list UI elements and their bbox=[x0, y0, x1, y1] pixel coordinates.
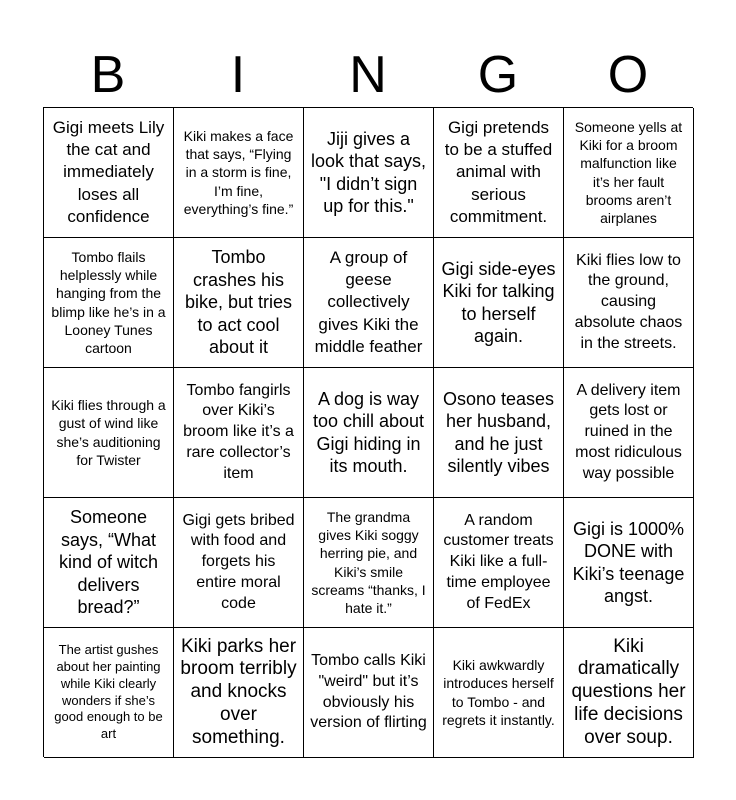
cell-text: Gigi gets bribed with food and forgets his entire moral code bbox=[182, 511, 295, 612]
cell-text: Someone says, “What kind of witch delivers bread?” bbox=[58, 507, 159, 618]
cell-text: A delivery item gets lost or ruined in the most ridiculous way possible bbox=[575, 381, 682, 482]
cell-text: A group of geese collectively gives Kiki the middle feather bbox=[314, 248, 423, 356]
header-letter-o: O bbox=[607, 46, 649, 104]
cell-text: Tombo fangirls over Kiki’s broom like it’s a rare collector’s item bbox=[183, 381, 294, 482]
bingo-cell-r4c5[interactable] bbox=[564, 498, 694, 628]
bingo-cell-r5c4[interactable] bbox=[434, 628, 564, 758]
bingo-cell-r1c2[interactable] bbox=[174, 108, 304, 238]
bingo-cell-r3c3[interactable] bbox=[304, 368, 434, 498]
header-letter-i: I bbox=[230, 46, 246, 104]
bingo-cell-r3c1[interactable] bbox=[44, 368, 174, 498]
bingo-cell-r2c1[interactable] bbox=[44, 238, 174, 368]
cell-text: Tombo flails helplessly while hanging from the blimp like he’s in a Looney Tunes cartoon bbox=[51, 248, 166, 356]
cell-text: Gigi meets Lily the cat and immediately loses all confidence bbox=[52, 118, 165, 226]
bingo-cell-r2c5[interactable] bbox=[564, 238, 694, 368]
bingo-cell-r2c2[interactable] bbox=[174, 238, 304, 368]
cell-text: Jiji gives a look that says, "I didn’t sign up for this." bbox=[310, 128, 427, 216]
bingo-cell-r4c2[interactable] bbox=[174, 498, 304, 628]
bingo-cell-r5c2[interactable] bbox=[174, 628, 304, 758]
cell-text: Tombo calls Kiki "weird" but it’s obviously his version of flirting bbox=[310, 651, 427, 732]
bingo-cell-r4c3[interactable] bbox=[304, 498, 434, 628]
cell-text: Kiki parks her broom terribly and knocks over something. bbox=[180, 635, 297, 748]
bingo-cell-r5c3[interactable] bbox=[304, 628, 434, 758]
header-letter-g: G bbox=[477, 46, 519, 104]
cell-text: A dog is way too chill about Gigi hiding in its mouth. bbox=[312, 388, 425, 476]
cell-text: Gigi side-eyes Kiki for talking to herself again. bbox=[441, 258, 556, 346]
bingo-header bbox=[43, 44, 693, 106]
cell-text: Gigi is 1000% DONE with Kiki’s teenage angst. bbox=[572, 518, 685, 606]
cell-text: Gigi pretends to be a stuffed animal with serious commitment. bbox=[444, 118, 553, 226]
cell-text: Kiki flies low to the ground, causing absolute chaos in the streets. bbox=[574, 251, 683, 352]
header-letter-b: B bbox=[90, 46, 126, 104]
bingo-cell-r4c4[interactable] bbox=[434, 498, 564, 628]
bingo-cell-r2c3[interactable] bbox=[304, 238, 434, 368]
bingo-cell-r3c2[interactable] bbox=[174, 368, 304, 498]
cell-text: Kiki makes a face that says, “Flying in a storm is fine, I’m fine, everything’s fine.” bbox=[183, 128, 294, 217]
bingo-cell-r1c3[interactable] bbox=[304, 108, 434, 238]
cell-text: Kiki awkwardly introduces herself to Tombo - and regrets it instantly. bbox=[442, 657, 555, 728]
bingo-cell-r1c1[interactable] bbox=[44, 108, 174, 238]
cell-text: The artist gushes about her painting while Kiki clearly wonders if she’s good enough to be art bbox=[54, 641, 163, 742]
cell-text: Tombo crashes his bike, but tries to act cool about it bbox=[184, 247, 293, 358]
bingo-card bbox=[43, 107, 693, 757]
bingo-cell-r5c1[interactable] bbox=[44, 628, 174, 758]
cell-text: Kiki flies through a gust of wind like she’s auditioning for Twister bbox=[51, 397, 166, 468]
bingo-cell-r1c4[interactable] bbox=[434, 108, 564, 238]
cell-text: Osono teases her husband, and he just silently vibes bbox=[442, 388, 555, 476]
bingo-cell-r4c1[interactable] bbox=[44, 498, 174, 628]
header-letter-n: N bbox=[349, 46, 387, 104]
cell-text: Kiki dramatically questions her life decisions over soup. bbox=[571, 635, 686, 748]
cell-text: A random customer treats Kiki like a full-time employee of FedEx bbox=[443, 511, 554, 612]
bingo-cell-r5c5[interactable] bbox=[564, 628, 694, 758]
bingo-cell-r3c4[interactable] bbox=[434, 368, 564, 498]
cell-text: The grandma gives Kiki soggy herring pie, and Kiki’s smile screams “thanks, I hate it.” bbox=[311, 508, 426, 616]
bingo-cell-r3c5[interactable] bbox=[564, 368, 694, 498]
bingo-cell-r2c4[interactable] bbox=[434, 238, 564, 368]
bingo-cell-r1c5[interactable] bbox=[564, 108, 694, 238]
cell-text: Someone yells at Kiki for a broom malfunction like it’s her fault brooms aren’t airplanes bbox=[574, 118, 683, 226]
